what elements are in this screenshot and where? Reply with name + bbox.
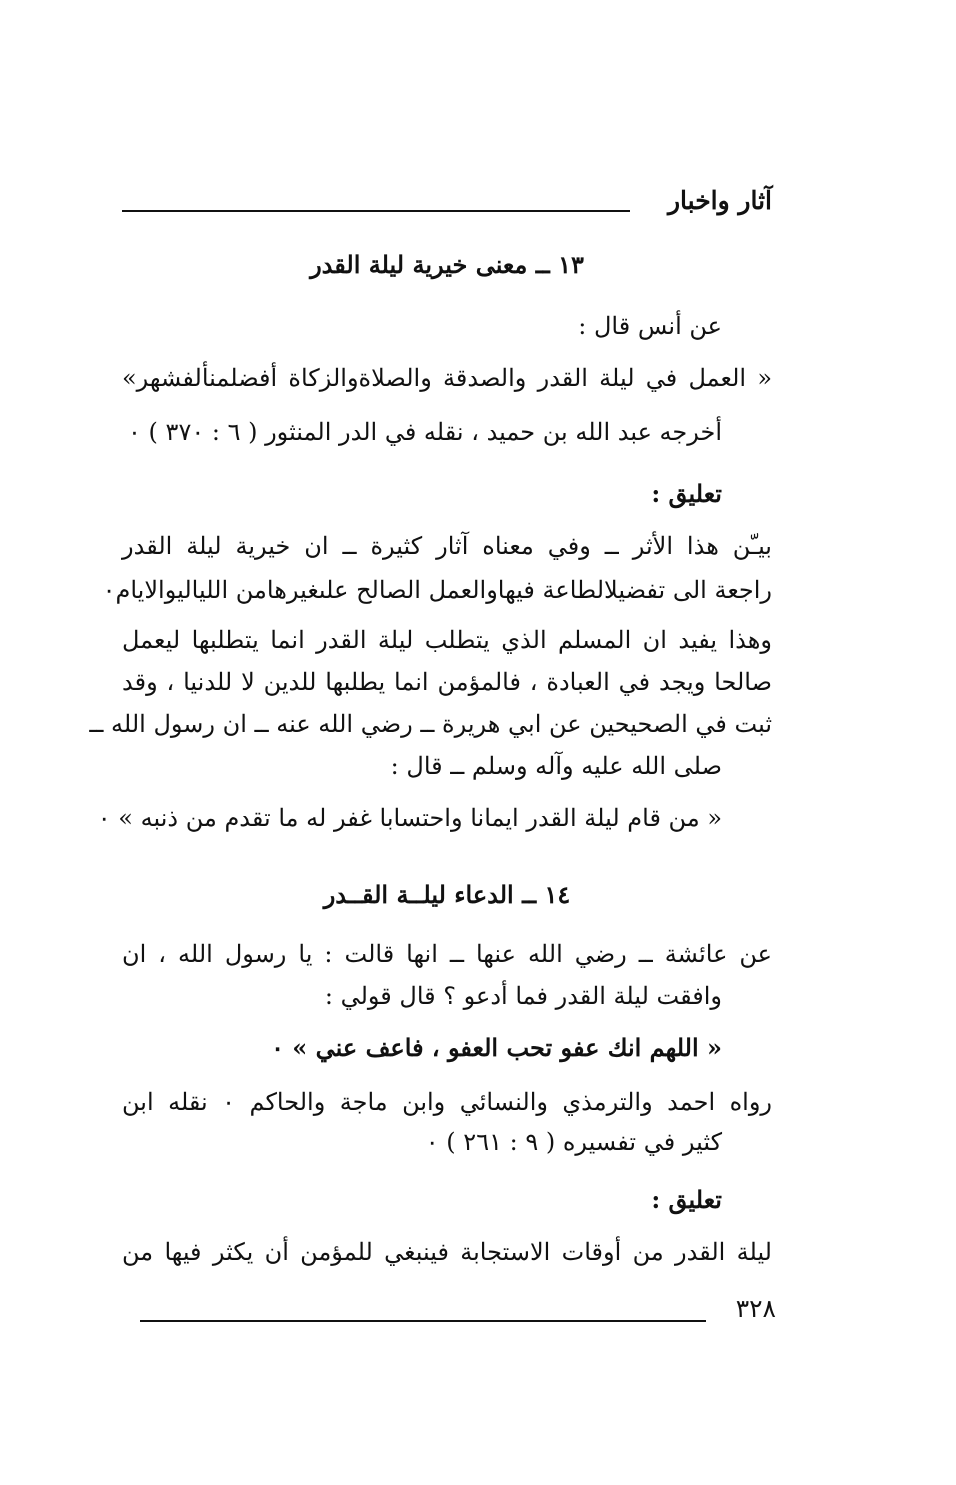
paragraph-line: عن أنس قال : <box>578 312 722 340</box>
section-14-heading: ١٤ ــ الدعاء ليلــة القــدر <box>323 880 571 909</box>
header-rule <box>122 210 630 212</box>
paragraph-line: وافقت ليلة القدر فما أدعو ؟ قال قولي : <box>324 982 722 1010</box>
page-header <box>122 186 772 226</box>
paragraph-line: بيـّن هذا الأثر ــ وفي معناه آثار كثيرة ــ ان خيرية ليلة القدر <box>122 532 772 560</box>
paragraph-line: راجعة الى تفضيلالطاعة فيهاوالعمل الصالح علىغيرهامن اللياليوالايام٠ <box>102 576 772 604</box>
paragraph-line: وهذا يفيد ان المسلم الذي يتطلب ليلة القدر انما يتطلبها ليعمل <box>122 626 772 654</box>
comment-label: تعليق : <box>651 479 722 508</box>
page-number: ٣٢٨ <box>735 1294 776 1323</box>
paragraph-line: ليلة القدر من أوقات الاستجابة فينبغي للمؤمن أن يكثر فيها من <box>122 1238 772 1266</box>
quote-line: « العمل في ليلة القدر والصدقة والصلاةوالزكاة أفضلمنألفشهر» <box>122 364 772 392</box>
paragraph-line: عن عائشة ــ رضي الله عنها ــ انها قالت : يا رسول الله ، ان <box>122 940 772 968</box>
paragraph-line: ثبت في الصحيحين عن ابي هريرة ــ رضي الله عنه ــ ان رسول الله ــ <box>89 710 772 738</box>
page-footer <box>140 1294 776 1334</box>
paragraph-line: رواه احمد والترمذي والنسائي وابن ماجة والحاكم ٠ نقله ابن <box>122 1088 772 1116</box>
prayer-quote-line: « اللهم انك عفو تحب العفو ، فاعف عني » ٠ <box>271 1033 722 1062</box>
paragraph-line: صلى الله عليه وآله وسلم ــ قال : <box>390 752 722 780</box>
footer-rule <box>140 1320 706 1322</box>
hadith-quote-line: « من قام ليلة القدر ايمانا واحتسابا غفر له ما تقدم من ذنبه » ٠ <box>97 804 722 832</box>
running-head: آثار واخبار <box>667 186 772 215</box>
citation-line: كثير في تفسيره ( ٩ : ٢٦١ ) ٠ <box>425 1128 722 1156</box>
citation-line: أخرجه عبد الله بن حميد ، نقله في الدر المنثور ( ٦ : ٣٧٠ ) ٠ <box>128 418 722 446</box>
comment-label: تعليق : <box>651 1185 722 1214</box>
section-13-heading: ١٣ ــ معنى خيرية ليلة القدر <box>310 250 584 279</box>
paragraph-line: صالحا ويجد في العبادة ، فالمؤمن انما يطلبها للدين لا للدنيا ، وقد <box>122 668 772 696</box>
